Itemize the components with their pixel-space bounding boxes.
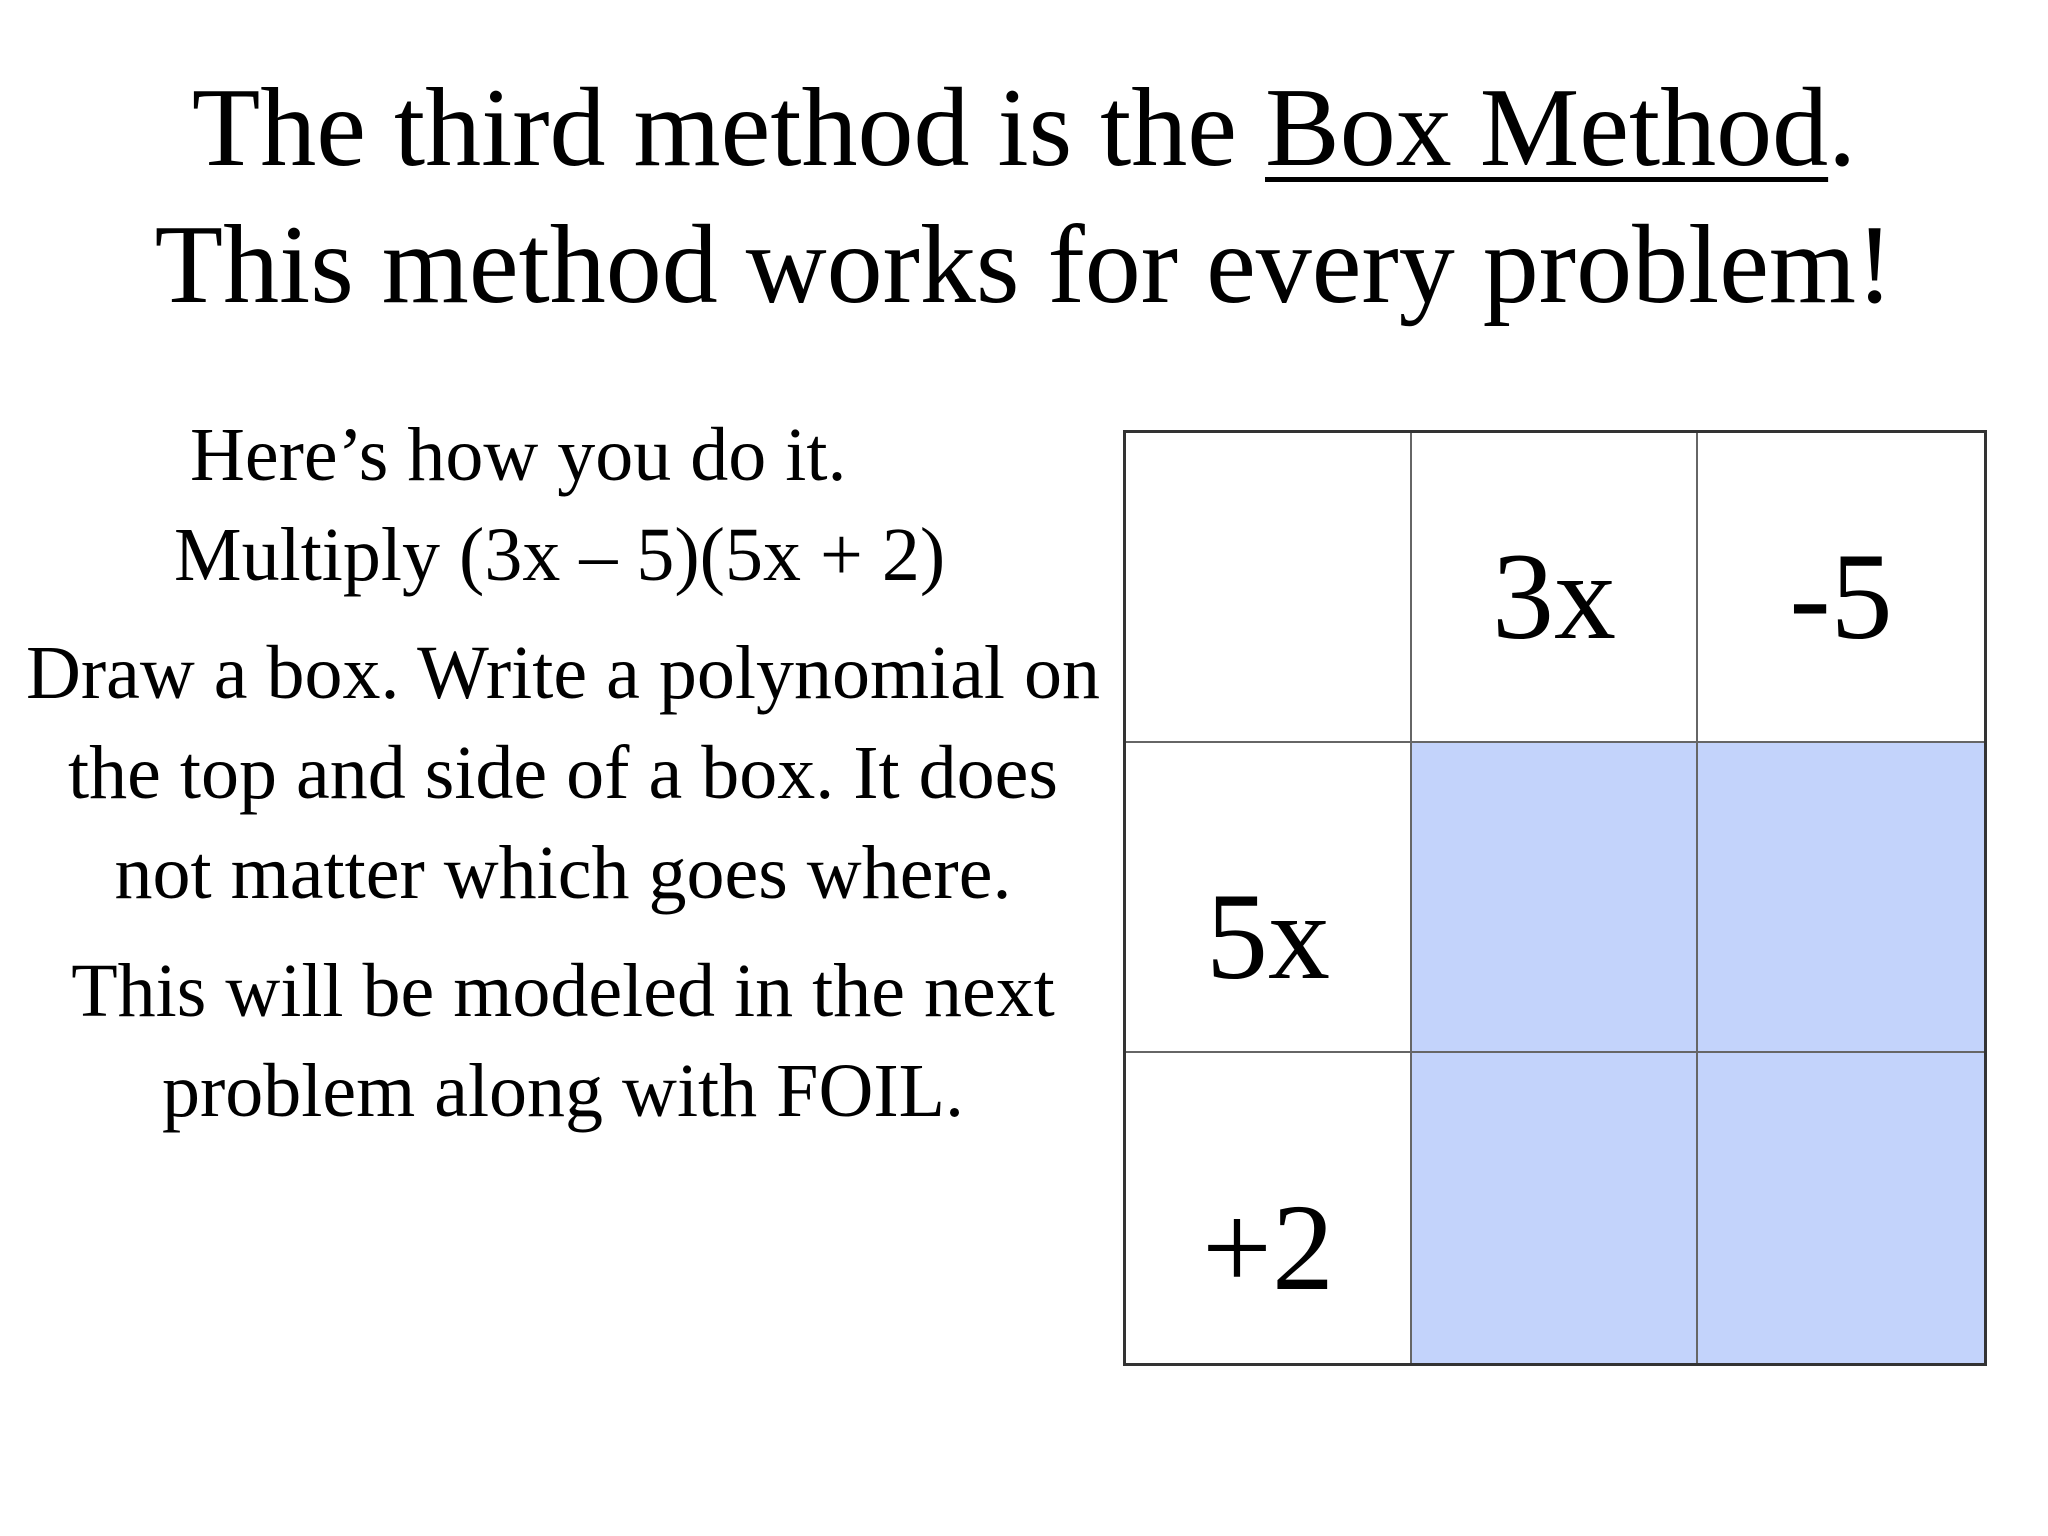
title-box-method: Box Method (1265, 66, 1829, 190)
instruction-intro: Here’s how you do it. (190, 413, 847, 497)
instruction-modeled-next: This will be modeled in the next problem along with FOIL. (71, 949, 1055, 1133)
title-line-1 (0, 60, 2048, 197)
top-label-3x: 3x (1412, 433, 1698, 743)
top-label-minus5: -5 (1698, 433, 1984, 743)
product-cell-r2c2 (1698, 1053, 1984, 1363)
side-label-5x: 5x (1126, 743, 1412, 1053)
instruction-draw-box: Draw a box. Write a polynomial on the top and side of a box. It does not matter which goes where. (25, 631, 1101, 915)
title-line-2: This method works for every problem! (154, 203, 1894, 327)
product-cell-r1c1 (1412, 743, 1698, 1053)
title-suffix: . (1828, 66, 1857, 190)
box-method-grid (1123, 430, 1987, 1366)
product-cell-r1c2 (1698, 743, 1984, 1053)
side-label-plus2: +2 (1126, 1053, 1412, 1363)
instructions-text (18, 405, 1108, 1141)
product-cell-r2c1 (1412, 1053, 1698, 1363)
instruction-multiply: Multiply (3x – 5)(5x + 2) (174, 513, 946, 597)
grid-corner-cell (1126, 433, 1412, 743)
title-prefix: The third method is the (191, 66, 1265, 190)
slide-title (0, 60, 2048, 334)
